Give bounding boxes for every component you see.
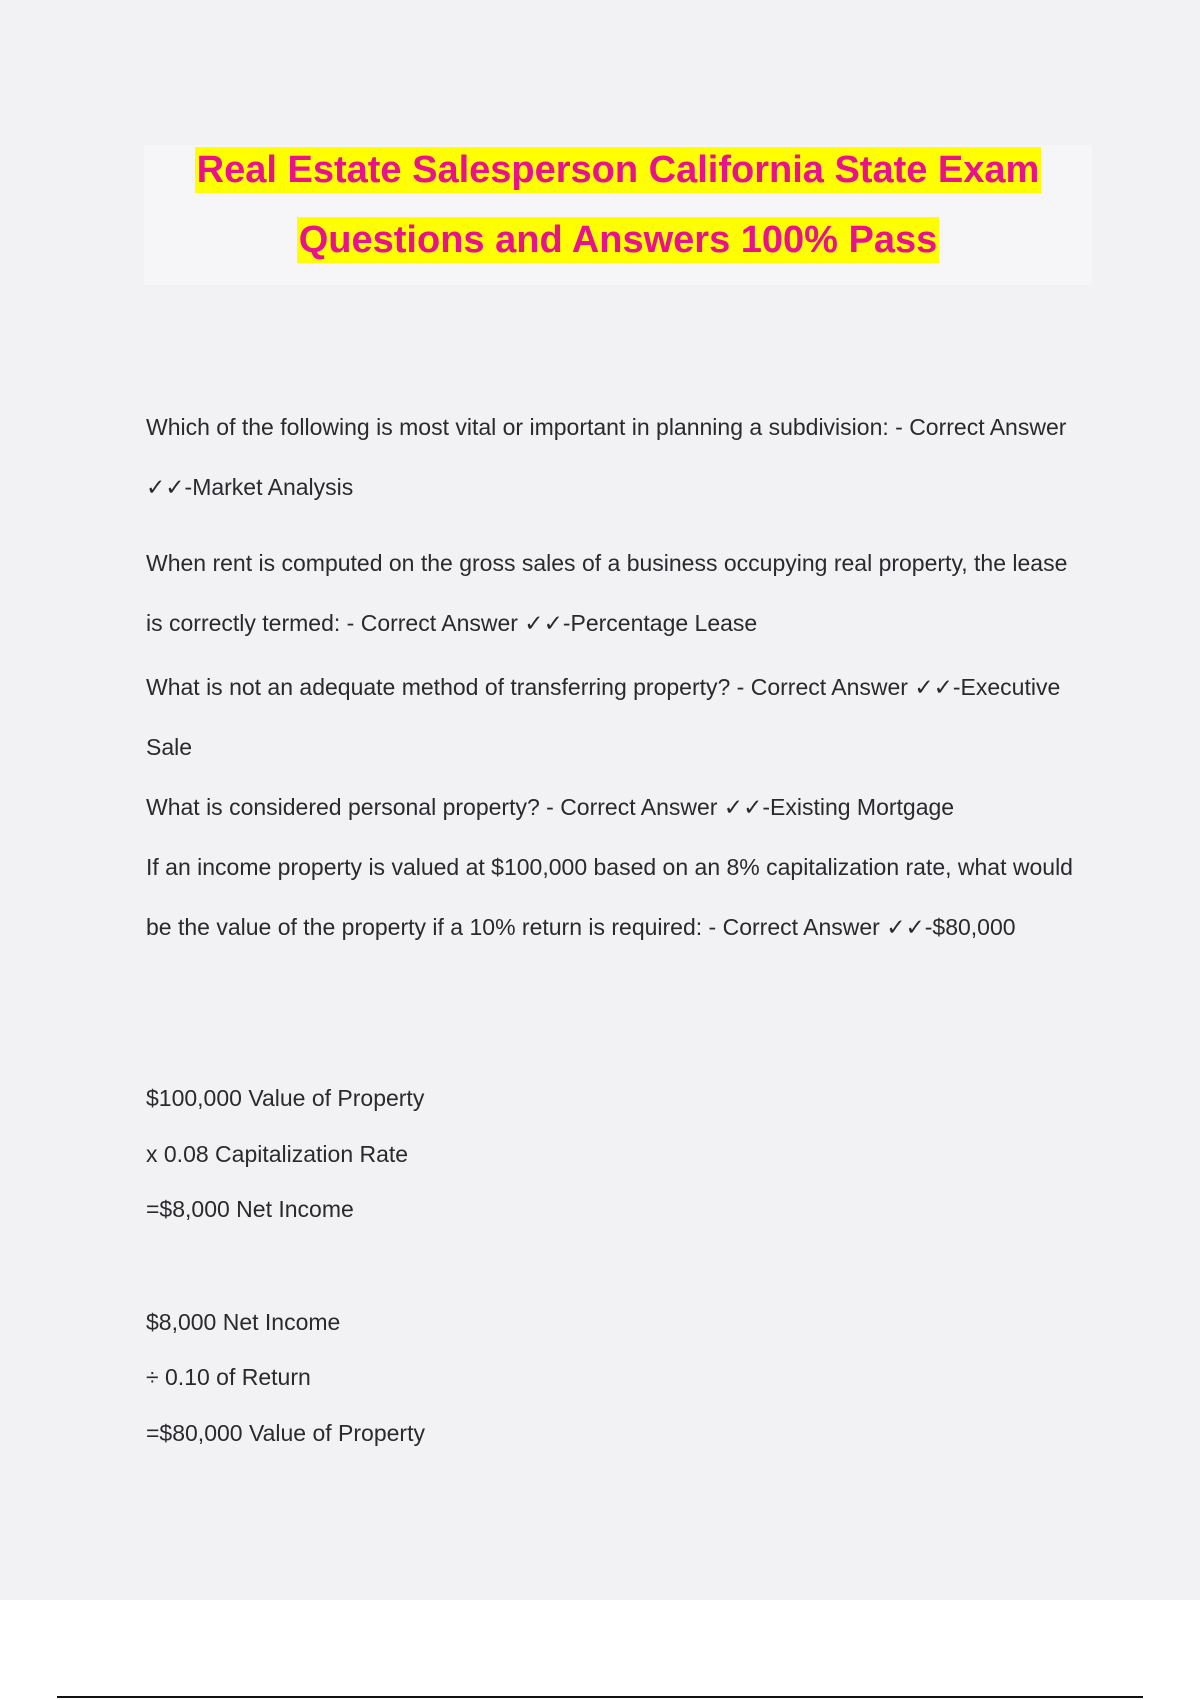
calc-line-cap-rate: x 0.08 Capitalization Rate <box>146 1141 409 1167</box>
qa-item-percentage-lease: When rent is computed on the gross sales of a business occupying real property, the lease is correctly termed: - Correct Answer ✓✓-Percentage Lease <box>146 550 1068 636</box>
calc-line-net-income: =$8,000 Net Income <box>146 1196 354 1222</box>
document-title-line-1: Real Estate Salesperson California State Exam <box>196 149 1040 191</box>
document-title-line-2: Questions and Answers 100% Pass <box>298 219 938 261</box>
footer-rule <box>57 1696 1143 1698</box>
qa-item-personal-property: What is considered personal property? - Correct Answer ✓✓-Existing Mortgage <box>146 794 955 820</box>
qa-item-subdivision: Which of the following is most vital or important in planning a subdivision: - Correct Answer ✓✓-Market Analysis <box>146 414 1067 500</box>
qa-item-transferring-property: What is not an adequate method of transferring property? - Correct Answer ✓✓-Executive Sale <box>146 674 1061 760</box>
calc-line-result: =$80,000 Value of Property <box>146 1420 425 1446</box>
title-box <box>144 145 1092 285</box>
calc-line-return: ÷ 0.10 of Return <box>146 1364 311 1390</box>
calc-line-net-income-2: $8,000 Net Income <box>146 1309 341 1335</box>
qa-item-capitalization: If an income property is valued at $100,000 based on an 8% capitalization rate, what would be the value of the property if a 10% return is required: - Correct Answer ✓✓-$80,000 <box>146 854 1073 940</box>
calc-line-value: $100,000 Value of Property <box>146 1085 425 1111</box>
